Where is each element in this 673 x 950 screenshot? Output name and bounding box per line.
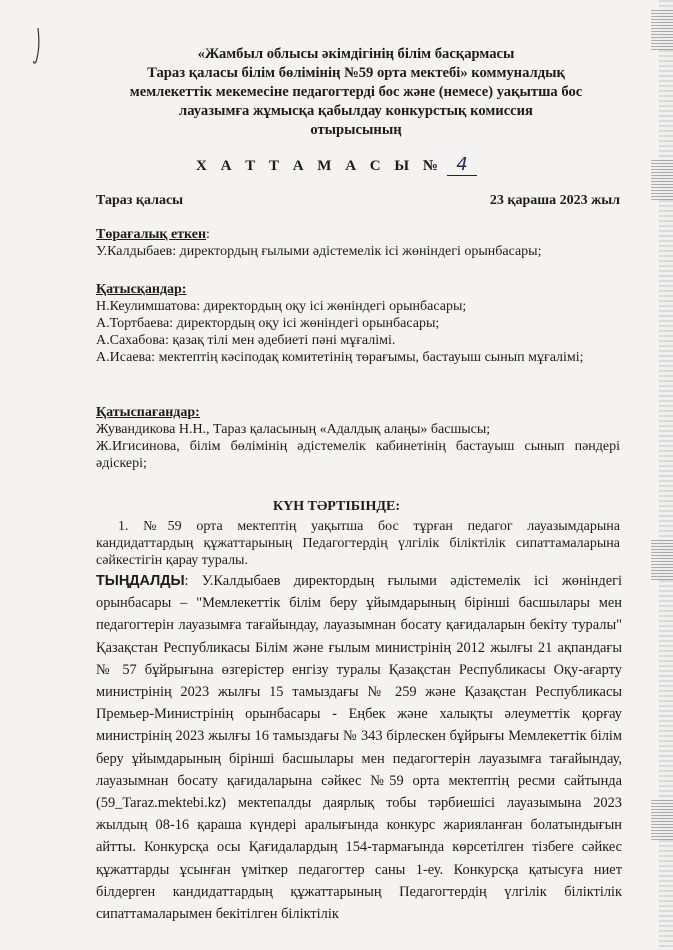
participant-item: Н.Кеулимшатова: директордың оқу ісі жөніндегі орынбасары;	[96, 299, 467, 314]
scan-edge-artifact	[651, 10, 673, 50]
pen-mark-icon	[30, 26, 44, 66]
protocol-label: Х А Т Т А М А С Ы №	[196, 158, 443, 174]
absent-section	[96, 404, 620, 472]
heard-paragraph	[96, 570, 622, 925]
absent-heading: Қатыспағандар:	[96, 405, 200, 420]
participant-item: А.Исаева: мектептің кәсіподақ комитетінің төрағымы, бастауыш сынып мұғалімі;	[96, 350, 584, 365]
protocol-number: 4	[447, 154, 477, 176]
chair-heading: Төрағалық еткен	[96, 227, 207, 242]
header-line: лауазымға жұмысқа қабылдау конкурстық комиссия	[179, 103, 533, 119]
heard-text: : У.Калдыбаев директордың ғылыми әдістемелік ісі жөніндегі орынбасары – "Мемлекеттік білім беру ұйымдарының бірінші басшылары мен педагогтерін лауазымға тағайындау, лауазымнан босату қағидаларын бекіту туралы" Қазақстан Республикасы Білім және ғылым министрінің 2012 жылғы 21 ақпандағы № 57 бұйрығына өзгерістер енгізу туралы Қазақстан Республикасы Оқу-ағарту министрінің 2023 жылғы 15 тамыздағы № 259 және Қазақстан Республикасы Премьер-Министрінің орынбасары - Еңбек және халықты әлеуметтік қорғау министрінің 2023 жылғы 16 тамыздағы № 343 бірлескен бұйрығы Мемлекеттік білім беру ұйымдарының бірінші басшылары мен педагогтерін лауазымға тағайындау, лауазымнан босату қағидаларына сәйкес №59 орта мектептің ресми сайтында (59_Taraz.mektebi.kz) мектепалды даярлық тобы тәрбиешісі лауазымына 2023 жылдың 08-16 қараша күндері аралығында конкурс жарияланған болатындығын айтты. Конкурсқа осы Қағидалардың 154-тармағында көрсетілген тізбеге сәйкес құжаттарды ұсынған үміткер педагогтер саны 1-еу. Конкурсқа қатысуға ниет білдерген кандидаттардың құжаттарының Педагогтердің үлгілік біліктілік сипаттамаларымен бекітілген біліктілік	[96, 573, 622, 923]
absent-item: Ж.Игисинова, білім бөлімінің әдістемелік кабинетінің бастауыш сынып пәндері әдіскері;	[96, 439, 620, 471]
participants-section	[96, 281, 620, 366]
agenda-title: КҮН ТӘРТІБІНДЕ:	[272, 499, 401, 514]
protocol-title	[0, 154, 673, 176]
heard-lead: ТЫҢДАЛДЫ	[96, 573, 185, 589]
participant-item: А.Тортбаева: директордың оқу ісі жөніндегі орынбасары;	[96, 316, 440, 331]
document-header	[96, 45, 616, 140]
scan-edge-artifact	[651, 540, 673, 580]
chair-text: У.Калдыбаев: директордың ғылыми әдістемелік ісі жөніндегі орынбасары;	[96, 244, 542, 259]
participant-item: А.Сахабова: қазақ тілі мен әдебиеті пәні мұғалімі.	[96, 333, 396, 348]
header-line: «Жамбыл облысы әкімдігінің білім басқармасы	[197, 46, 515, 62]
chair-section	[96, 226, 620, 260]
absent-item: Жувандикова Н.Н., Тараз қаласының «Адалдық алаңы» басшысы;	[96, 422, 491, 437]
scan-edge-artifact	[651, 800, 673, 840]
date: 23 қараша 2023 жыл	[489, 193, 620, 208]
header-line: Тараз қаласы білім бөлімінің №59 орта мектебі» коммуналдық	[147, 65, 565, 81]
meta-row	[96, 193, 620, 209]
header-line: отырысының	[310, 122, 402, 138]
chair-colon: :	[206, 227, 210, 242]
agenda-item: 1. №59 орта мектептің уақытша бос тұрған педагог лауазымдарына кандидаттардың құжаттарының Педагогтердің үлгілік біліктілік сипаттамаларына сәйкестігін қарау туралы.	[96, 519, 620, 568]
header-line: мемлекеттік мекемесіне педагогтерді бос және (немесе) уақытша бос	[129, 84, 583, 100]
city: Тараз қаласы	[96, 193, 184, 208]
participants-heading: Қатысқандар:	[96, 282, 187, 297]
